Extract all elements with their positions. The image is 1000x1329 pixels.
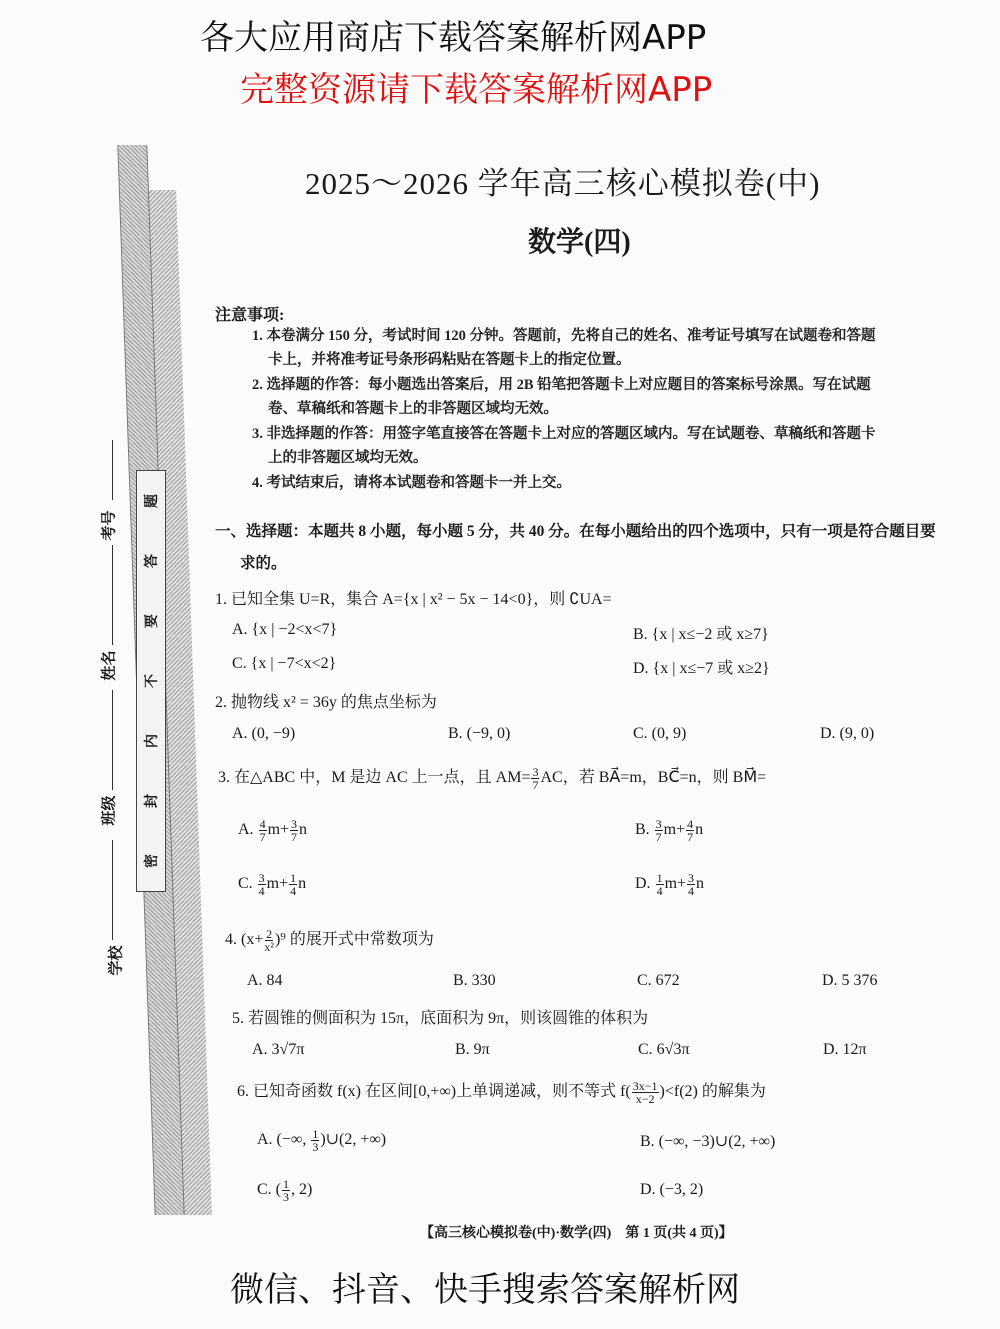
notice-line: 上的非答题区域均无效。 bbox=[268, 450, 428, 466]
exam-number-label: 考号 bbox=[101, 510, 118, 541]
question-4-option-b bbox=[453, 972, 496, 990]
math-text: D. (−3, 2) bbox=[640, 1181, 704, 1198]
math-text: A. {x | −2<x<7} bbox=[232, 621, 338, 638]
fraction bbox=[289, 872, 297, 897]
denominator: 4 bbox=[688, 884, 695, 898]
watermark: 完整资源请下载答案解析网APP bbox=[240, 70, 713, 110]
question-3-option-c bbox=[238, 872, 306, 897]
question-2-stem bbox=[215, 689, 437, 712]
question-5-option-d bbox=[823, 1041, 867, 1059]
question-4-option-c bbox=[637, 972, 680, 990]
denominator: 4 bbox=[656, 884, 663, 898]
math-text: A= bbox=[591, 591, 612, 608]
question-1-option-c bbox=[232, 655, 336, 673]
seal-char: 不 bbox=[145, 674, 160, 688]
denominator: 4 bbox=[290, 884, 297, 898]
math-text: A. (−∞, bbox=[257, 1131, 311, 1149]
math-text: D. 12π bbox=[823, 1041, 867, 1058]
numerator: 1 bbox=[283, 1177, 289, 1191]
section-heading: 一、选择题：本题共 8 小题，每小题 5 分，共 40 分。在每小题给出的四个选项中，只有一项是符合题目要 bbox=[215, 523, 936, 540]
math-text: 2. 抛物线 x² = 36y 的焦点坐标为 bbox=[215, 694, 437, 711]
notice-heading: 注意事项: bbox=[215, 307, 285, 324]
fraction bbox=[290, 818, 298, 843]
denominator: 7 bbox=[259, 830, 266, 844]
name-label: 姓名 bbox=[101, 650, 118, 681]
seal-char: 封 bbox=[145, 794, 160, 808]
math-text: )<f(2) 的解集为 bbox=[659, 1083, 766, 1100]
math-text: B. (−9, 0) bbox=[448, 725, 511, 742]
math-text: A. 3√7π bbox=[252, 1041, 305, 1058]
denominator: 7 bbox=[291, 830, 298, 844]
school-label: 学校 bbox=[108, 945, 125, 976]
denominator: 7 bbox=[532, 777, 539, 792]
math-text: B. 9π bbox=[455, 1041, 490, 1058]
numerator: 3 bbox=[258, 871, 265, 885]
fraction bbox=[655, 818, 663, 843]
question-6-option-a bbox=[257, 1128, 386, 1153]
math-text: B. {x | x≤−2 或 x≥7} bbox=[633, 626, 769, 643]
field-line bbox=[112, 545, 113, 645]
math-text: U bbox=[579, 591, 592, 608]
question-4-stem bbox=[225, 926, 434, 953]
math-text: C. ( bbox=[257, 1181, 281, 1199]
math-text: , 2) bbox=[291, 1181, 313, 1199]
question-6-option-d bbox=[640, 1181, 703, 1199]
math-text: n bbox=[299, 821, 308, 839]
question-5-option-b bbox=[455, 1041, 490, 1059]
question-6-option-b bbox=[640, 1131, 775, 1151]
question-4-option-a bbox=[247, 972, 283, 990]
field-line bbox=[112, 690, 113, 790]
math-text: 5. 若圆锥的侧面积为 15π，底面积为 9π，则该圆锥的体积为 bbox=[232, 1010, 649, 1027]
math-text: C. (0, 9) bbox=[633, 725, 687, 742]
question-2-option-b bbox=[448, 725, 510, 743]
math-text: C. bbox=[238, 875, 257, 893]
math-text: B. 330 bbox=[453, 972, 496, 989]
question-5-stem bbox=[232, 1005, 648, 1028]
math-text: n bbox=[696, 875, 705, 893]
question-2-option-c bbox=[633, 725, 686, 743]
math-text: A. (0, −9) bbox=[232, 725, 296, 742]
question-1-option-d bbox=[633, 655, 770, 678]
question-3-stem bbox=[218, 764, 766, 791]
fraction bbox=[687, 872, 695, 897]
section-heading-cont: 求的。 bbox=[240, 555, 287, 572]
math-text: D. {x | x≤−7 或 x≥2} bbox=[633, 660, 770, 677]
math-text: 3. 在△ABC 中，M 是边 AC 上一点，且 AM= bbox=[218, 769, 531, 786]
numerator: 1 bbox=[656, 871, 663, 885]
denominator: x² bbox=[264, 939, 274, 954]
watermark: 微信、抖音、快手搜索答案解析网 bbox=[230, 1270, 740, 1310]
math-text: C. 6√3π bbox=[638, 1041, 690, 1058]
numerator: 3 bbox=[532, 764, 539, 779]
fraction bbox=[311, 1128, 319, 1153]
fraction bbox=[264, 928, 274, 953]
question-3-option-b bbox=[635, 818, 703, 843]
fraction bbox=[656, 872, 664, 897]
math-text: A. bbox=[238, 821, 258, 839]
fraction bbox=[531, 766, 539, 791]
question-3-option-a bbox=[238, 818, 307, 843]
math-text: 4. (x+ bbox=[225, 931, 264, 948]
numerator: 2 bbox=[266, 926, 273, 941]
numerator: 3 bbox=[655, 817, 662, 831]
question-3-option-d bbox=[635, 872, 704, 897]
numerator: 3 bbox=[688, 871, 695, 885]
numerator: 4 bbox=[259, 817, 266, 831]
notice-line: 2. 选择题的作答：每小题选出答案后，用 2B 铅笔把答题卡上对应题目的答案标号涂黑。写在试题 bbox=[252, 377, 871, 393]
denominator: 3 bbox=[312, 1140, 319, 1154]
math-text: D. bbox=[635, 875, 655, 893]
math-text: )⁹ 的展开式中常数项为 bbox=[274, 931, 434, 948]
denominator: 4 bbox=[258, 884, 265, 898]
math-text: B. bbox=[635, 821, 654, 839]
math-text: D. (9, 0) bbox=[820, 725, 875, 742]
exam-subtitle: 数学(四) bbox=[528, 227, 631, 258]
math-text: m+ bbox=[267, 821, 290, 839]
seal-char: 内 bbox=[145, 734, 160, 748]
seal-line-box bbox=[136, 470, 166, 892]
question-1-stem bbox=[215, 586, 612, 609]
numerator: 3x−1 bbox=[632, 1078, 658, 1093]
notice-line: 3. 非选择题的作答：用签字笔直接答在答题卡上对应的答题区域内。写在试题卷、草稿纸和答题卡 bbox=[252, 426, 876, 442]
math-text: n bbox=[298, 875, 307, 893]
seal-char: 要 bbox=[145, 614, 160, 628]
math-text: )∪(2, +∞) bbox=[320, 1131, 387, 1149]
question-2-option-d bbox=[820, 725, 874, 743]
fraction bbox=[259, 818, 267, 843]
math-text: m+ bbox=[266, 875, 289, 893]
denominator: 3 bbox=[283, 1190, 289, 1204]
question-6-stem bbox=[237, 1078, 766, 1105]
fraction bbox=[686, 818, 694, 843]
notice-line: 卷、草稿纸和答题卡上的非答题区域均无效。 bbox=[268, 401, 558, 417]
question-5-option-a bbox=[252, 1041, 304, 1059]
fraction bbox=[282, 1178, 290, 1203]
math-text: D. 5 376 bbox=[822, 972, 878, 989]
numerator: 4 bbox=[687, 817, 694, 831]
field-line bbox=[112, 440, 113, 500]
math-text: C. {x | −7<x<2} bbox=[232, 655, 337, 672]
numerator: 1 bbox=[312, 1127, 319, 1141]
notice-line: 卡上，并将准考证号条形码粘贴在答题卡上的指定位置。 bbox=[268, 352, 631, 368]
math-text: m+ bbox=[664, 875, 687, 893]
math-text: C. 672 bbox=[637, 972, 680, 989]
question-2-option-a bbox=[232, 725, 295, 743]
exam-title: 2025～2026 学年高三核心模拟卷(中) bbox=[305, 166, 821, 201]
question-4-option-d bbox=[822, 972, 878, 990]
denominator: 7 bbox=[687, 830, 694, 844]
question-1-option-a bbox=[232, 621, 337, 639]
math-text: AC，若 BA⃗=m，BC⃗=n，则 BM⃗= bbox=[540, 769, 767, 786]
denominator: 7 bbox=[655, 830, 662, 844]
math-text: B. (−∞, −3)∪(2, +∞) bbox=[640, 1133, 776, 1150]
math-text: n bbox=[695, 821, 704, 839]
fraction bbox=[258, 872, 266, 897]
notice-line: 4. 考试结束后，请将本试题卷和答题卡一并上交。 bbox=[252, 475, 571, 491]
class-label: 班级 bbox=[101, 795, 118, 826]
numerator: 1 bbox=[290, 871, 297, 885]
field-line bbox=[112, 840, 113, 940]
denominator: x−2 bbox=[635, 1091, 655, 1106]
seal-char: 答 bbox=[145, 554, 160, 568]
seal-char: 题 bbox=[145, 494, 160, 508]
seal-char: 密 bbox=[145, 854, 160, 868]
question-6-option-c bbox=[257, 1178, 312, 1203]
question-5-option-c bbox=[638, 1041, 690, 1059]
math-text: m+ bbox=[663, 821, 686, 839]
notice-line: 1. 本卷满分 150 分，考试时间 120 分钟。答题前，先将自己的姓名、准考证号填写在试题卷和答题 bbox=[252, 328, 876, 344]
watermark: 各大应用商店下载答案解析网APP bbox=[200, 18, 707, 58]
page-footer: 【高三核心模拟卷(中)·数学(四) 第 1 页(共 4 页)】 bbox=[420, 1226, 733, 1241]
question-1-option-b bbox=[633, 621, 769, 644]
fraction bbox=[632, 1080, 659, 1105]
math-text: 6. 已知奇函数 f(x) 在区间[0,+∞)上单调递减，则不等式 f( bbox=[237, 1083, 631, 1100]
math-text: 1. 已知全集 U=R，集合 A={x | x² − 5x − 14<0}，则 ∁ bbox=[215, 591, 580, 608]
math-text: A. 84 bbox=[247, 972, 283, 989]
numerator: 3 bbox=[291, 817, 298, 831]
